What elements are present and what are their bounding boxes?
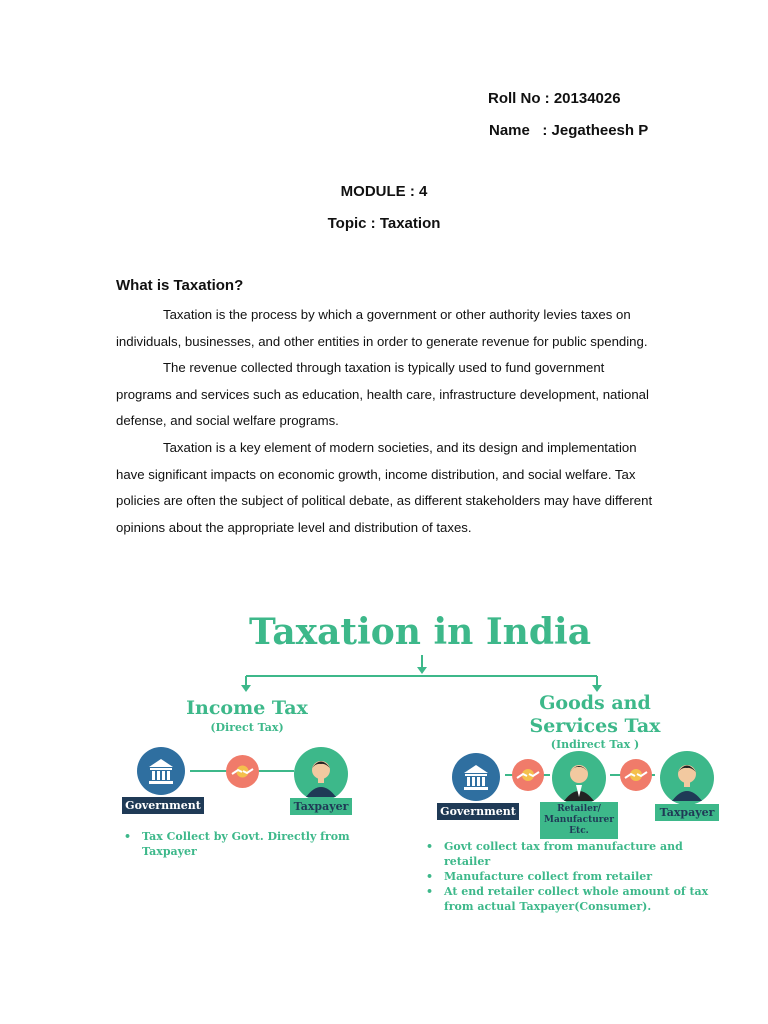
body-text xyxy=(116,302,656,541)
indirect-tax-label: (Indirect Tax ) xyxy=(550,738,640,751)
income-tax-heading: Income Tax xyxy=(186,697,308,719)
taxpayer-label: Taxpayer xyxy=(290,798,352,815)
gst-heading-line-2: Services Tax xyxy=(529,715,661,737)
topic-title: Topic : Taxation xyxy=(327,215,441,232)
gst-points xyxy=(420,839,730,914)
taxpayer-avatar-icon xyxy=(294,747,348,801)
student-name: Name : Jegatheesh P xyxy=(489,122,649,139)
government-label: Government xyxy=(437,803,519,820)
infographic-title: Taxation in India xyxy=(248,611,592,653)
gst-heading-line-1: Goods and xyxy=(539,692,651,714)
roll-number: Roll No : 20134026 xyxy=(488,90,621,107)
money-exchange-icon xyxy=(512,759,544,791)
module-title: MODULE : 4 xyxy=(340,183,428,200)
paragraph-3: Taxation is a key element of modern societies, and its design and implementation have significant impacts on economic growth, income distribution, and social welfare. Tax policies are often the subject of political debate, as different stakeholders may have different opinions about the appropriate level and distribution of taxes. xyxy=(116,439,653,535)
money-exchange-icon xyxy=(620,759,652,791)
government-building-icon xyxy=(137,747,185,795)
retailer-avatar-icon xyxy=(552,751,606,805)
list-item: • Tax Collect by Govt. Directly from Taxpayer xyxy=(118,829,358,859)
list-item: • At end retailer collect whole amount of tax from actual Taxpayer(Consumer). xyxy=(420,884,730,914)
income-tax-points xyxy=(118,829,358,859)
taxpayer-label: Taxpayer xyxy=(655,804,719,821)
government-label: Government xyxy=(122,797,204,814)
paragraph-2: The revenue collected through taxation is typically used to fund government programs and services such as education, health care, infrastructure development, national defense, and social welfare programs. xyxy=(116,360,649,429)
gst-heading xyxy=(515,692,675,738)
taxation-infographic xyxy=(110,605,730,913)
section-heading: What is Taxation? xyxy=(116,277,244,294)
government-building-icon xyxy=(452,753,500,801)
money-exchange-icon xyxy=(226,755,259,788)
retailer-label-line-2: Manufacturer Etc. xyxy=(544,815,614,836)
list-item: • Manufacture collect from retailer xyxy=(420,869,730,884)
list-item: • Govt collect tax from manufacture and retailer xyxy=(420,839,730,869)
direct-tax-label: (Direct Tax) xyxy=(210,721,284,734)
retailer-label-line-1: Retailer/ xyxy=(557,804,601,814)
paragraph-1: Taxation is the process by which a government or other authority levies taxes on individuals, businesses, and other entities in order to generate revenue for public spending. xyxy=(116,307,648,349)
retailer-label xyxy=(540,802,618,839)
taxpayer-avatar-icon xyxy=(660,751,714,805)
